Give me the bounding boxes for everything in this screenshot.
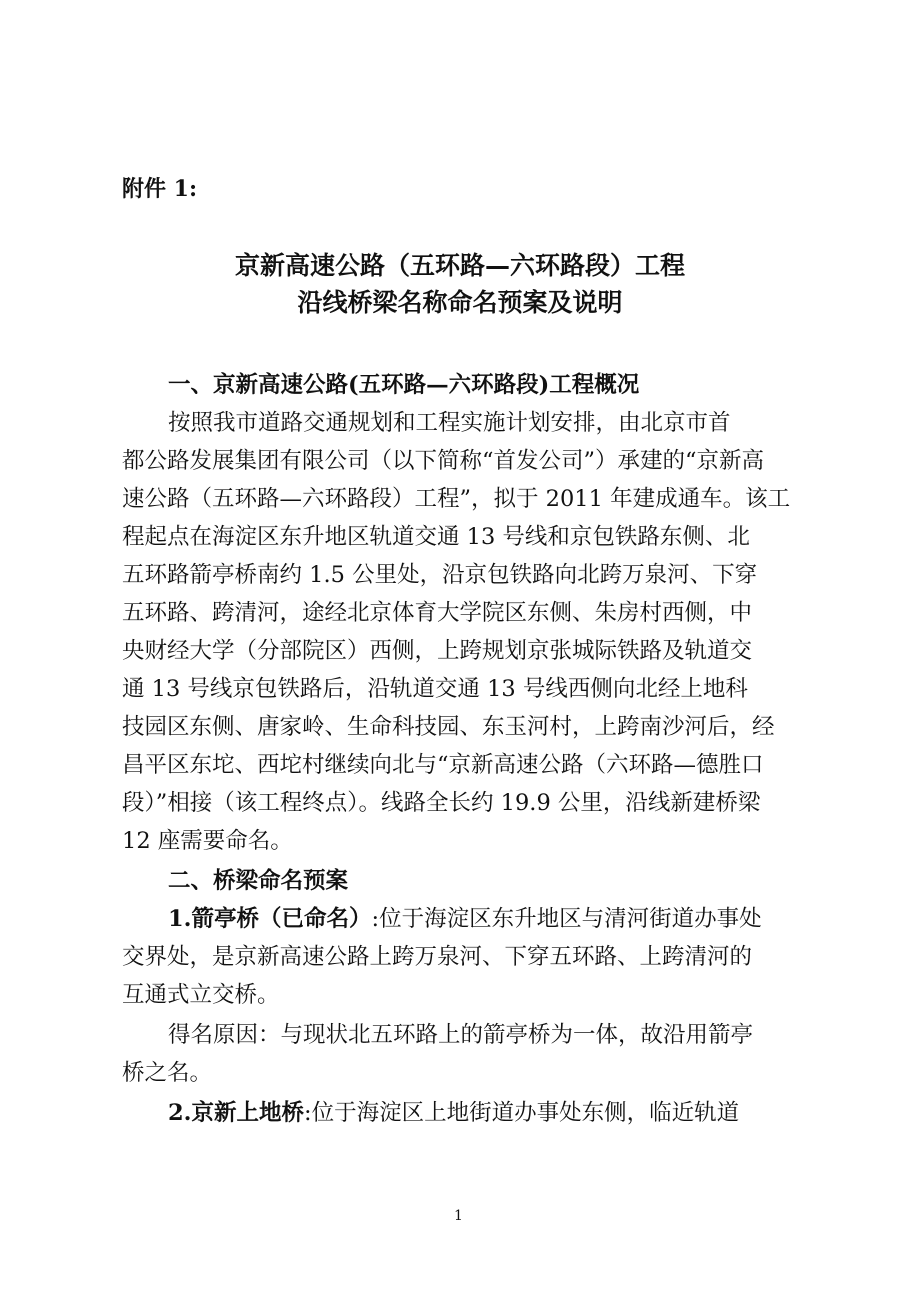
bridge-name: 1.箭亭桥（已命名） (168, 906, 372, 932)
document-title-line2: 沿线桥梁名称命名预案及说明 (297, 288, 623, 317)
paragraph-line: 技园区东侧、唐家岭、生命科技园、东玉河村，上跨南沙河后，经 (122, 714, 775, 740)
paragraph-line: 程起点在海淀区东升地区轨道交通 13 号线和京包铁路东侧、北 (122, 524, 750, 550)
paragraph-line: 按照我市道路交通规划和工程实施计划安排，由北京市首 (168, 410, 731, 436)
document-body (122, 366, 802, 1132)
bridge-description: :位于海淀区东升地区与清河街道办事处 (371, 906, 762, 932)
page-number: 1 (454, 1208, 463, 1224)
section1-heading: 一、京新高速公路(五环路—六环路段)工程概况 (168, 372, 640, 398)
document-title-line1: 京新高速公路（五环路—六环路段）工程 (234, 251, 685, 280)
bridge-item-1 (122, 900, 802, 938)
paragraph-line: 交界处，是京新高速公路上跨万泉河、下穿五环路、上跨清河的 (122, 944, 753, 970)
paragraph-line: 速公路（五环路—六环路段）工程”，拟于 2011 年建成通车。该工 (122, 486, 791, 512)
paragraph-line: 央财经大学（分部院区）西侧，上跨规划京张城际铁路及轨道交 (122, 638, 753, 664)
paragraph-line: 通 13 号线京包铁路后，沿轨道交通 13 号线西侧向北经上地科 (122, 676, 748, 702)
paragraph-line: 段）”相接（该工程终点）。线路全长约 19.9 公里，沿线新建桥梁 (122, 790, 761, 816)
paragraph-line: 得名原因：与现状北五环路上的箭亭桥为一体，故沿用箭亭 (168, 1022, 754, 1048)
paragraph-line: 互通式立交桥。 (122, 982, 280, 1008)
section2-heading: 二、桥梁命名预案 (168, 868, 349, 894)
paragraph-line: 昌平区东坨、西坨村继续向北与“京新高速公路（六环路—德胜口 (122, 752, 764, 778)
paragraph-line: 五环路、跨清河，途经北京体育大学院区东侧、朱房村西侧，中 (122, 600, 753, 626)
paragraph-line: 都公路发展集团有限公司（以下简称“首发公司”）承建的“京新高 (122, 448, 765, 474)
bridge-description: :位于海淀区上地街道办事处东侧，临近轨道 (304, 1100, 740, 1126)
attachment-label: 附件 1: (122, 176, 198, 202)
paragraph-line: 五环路箭亭桥南约 1.5 公里处，沿京包铁路向北跨万泉河、下穿 (122, 562, 758, 588)
paragraph-line: 12 座需要命名。 (122, 828, 293, 854)
bridge-name: 2.京新上地桥 (168, 1100, 304, 1126)
paragraph-line: 桥之名。 (122, 1060, 213, 1086)
bridge-item-2 (122, 1094, 802, 1132)
